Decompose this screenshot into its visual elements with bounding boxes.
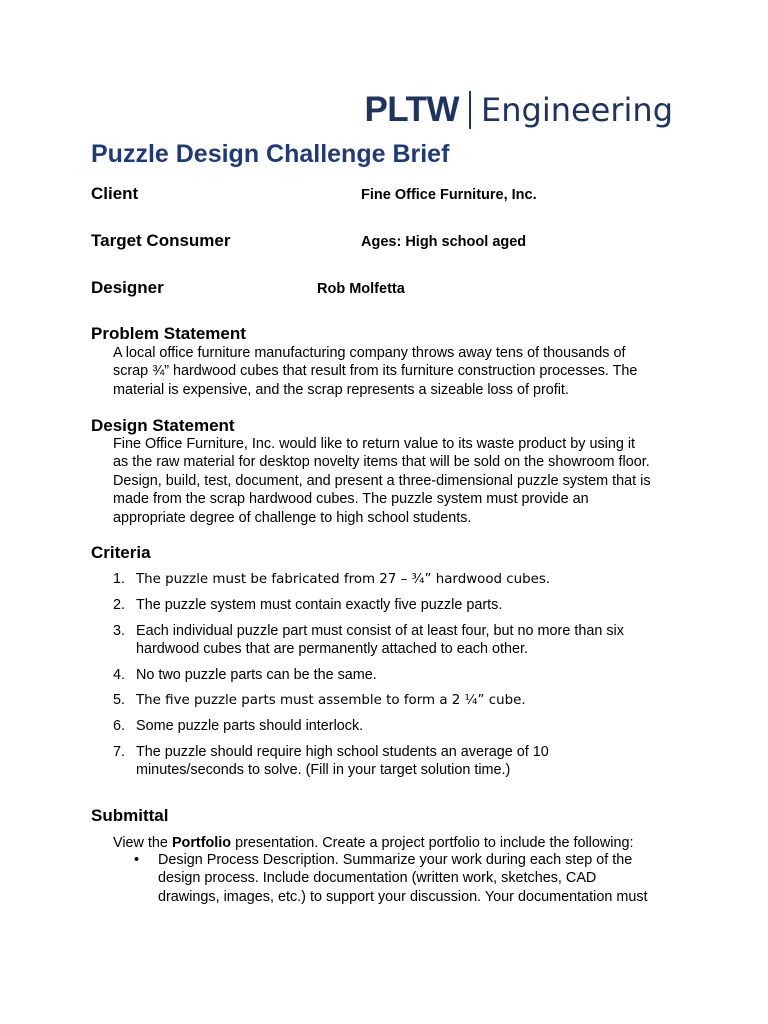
criteria-item [113, 596, 693, 614]
submittal-heading: Submittal [91, 806, 169, 825]
document-title: Puzzle Design Challenge Brief [91, 140, 450, 168]
criteria-item [113, 666, 693, 684]
submittal-bullet-list [134, 851, 694, 906]
problem-line: material is expensive, and the scrap represents a sizeable loss of profit. [113, 381, 569, 398]
criteria-number: 3. [113, 622, 126, 639]
logo-divider [469, 91, 471, 129]
criteria-item [113, 743, 693, 780]
criteria-list [113, 570, 693, 780]
criteria-number: 5. [113, 692, 126, 709]
designer-label: Designer [91, 278, 164, 297]
criteria-item [113, 717, 693, 735]
criteria-line: minutes/seconds to solve. (Fill in your target solution time.) [136, 762, 511, 779]
client-label: Client [91, 184, 139, 203]
problem-line: scrap ¾” hardwood cubes that result from its furniture construction processes. The [113, 363, 638, 380]
criteria-heading: Criteria [91, 543, 151, 562]
criteria-line: The five puzzle parts must assemble to form a 2 ¼” cube. [136, 693, 526, 709]
design-line: Design, build, test, document, and present a three-dimensional puzzle system that is [113, 472, 651, 489]
problem-statement-text [113, 344, 693, 399]
criteria-number: 4. [113, 666, 126, 683]
criteria-item [113, 570, 693, 589]
criteria-item [113, 622, 693, 659]
submittal-intro-prefix: View the [113, 835, 172, 851]
submittal-intro [113, 834, 633, 852]
criteria-line: The puzzle system must contain exactly five puzzle parts. [136, 597, 503, 614]
criteria-line: hardwood cubes that are permanently attached to each other. [136, 641, 529, 658]
bullet-marker: • [134, 852, 140, 868]
pltw-engineering-logo [364, 90, 673, 130]
criteria-line: Each individual puzzle part must consist of at least four, but no more than six [136, 622, 624, 639]
submittal-bullet-item [134, 851, 694, 906]
bullet-line: drawings, images, etc.) to support your discussion. Your documentation must [158, 888, 648, 905]
criteria-number: 1. [113, 571, 126, 587]
criteria-line: No two puzzle parts can be the same. [136, 666, 377, 683]
logo-pltw-text: PLTW [364, 90, 459, 129]
design-line: made from the scrap hardwood cubes. The puzzle system must provide an [113, 491, 589, 508]
logo-engineering-text: Engineering [481, 91, 673, 129]
criteria-number: 2. [113, 597, 126, 614]
problem-statement-heading: Problem Statement [91, 324, 246, 343]
portfolio-emphasis: Portfolio [171, 835, 232, 851]
criteria-line: Some puzzle parts should interlock. [136, 718, 364, 735]
criteria-line: The puzzle should require high school students an average of 10 [136, 743, 549, 760]
designer-value: Rob Molfetta [317, 281, 405, 297]
design-statement-heading: Design Statement [91, 416, 235, 435]
criteria-number: 7. [113, 743, 126, 760]
criteria-line: The puzzle must be fabricated from 27 – ¾” hardwood cubes. [136, 572, 551, 587]
submittal-intro-suffix: presentation. Create a project portfolio to include the following: [231, 835, 634, 851]
target-consumer-label: Target Consumer [91, 231, 231, 250]
bullet-line: design process. Include documentation (written work, sketches, CAD [158, 870, 597, 887]
design-statement-text [113, 435, 693, 527]
client-value: Fine Office Furniture, Inc. [361, 187, 537, 203]
target-consumer-value: Ages: High school aged [361, 234, 527, 250]
problem-line: A local office furniture manufacturing company throws away tens of thousands of [113, 345, 626, 361]
criteria-item [113, 691, 693, 710]
criteria-number: 6. [113, 718, 126, 735]
design-line: appropriate degree of challenge to high school students. [113, 509, 472, 526]
design-line: as the raw material for desktop novelty items that will be sold on the showroom floor. [113, 454, 650, 471]
bullet-line: Design Process Description. Summarize your work during each step of the [158, 852, 633, 868]
design-line: Fine Office Furniture, Inc. would like to return value to its waste product by using it [113, 436, 636, 452]
